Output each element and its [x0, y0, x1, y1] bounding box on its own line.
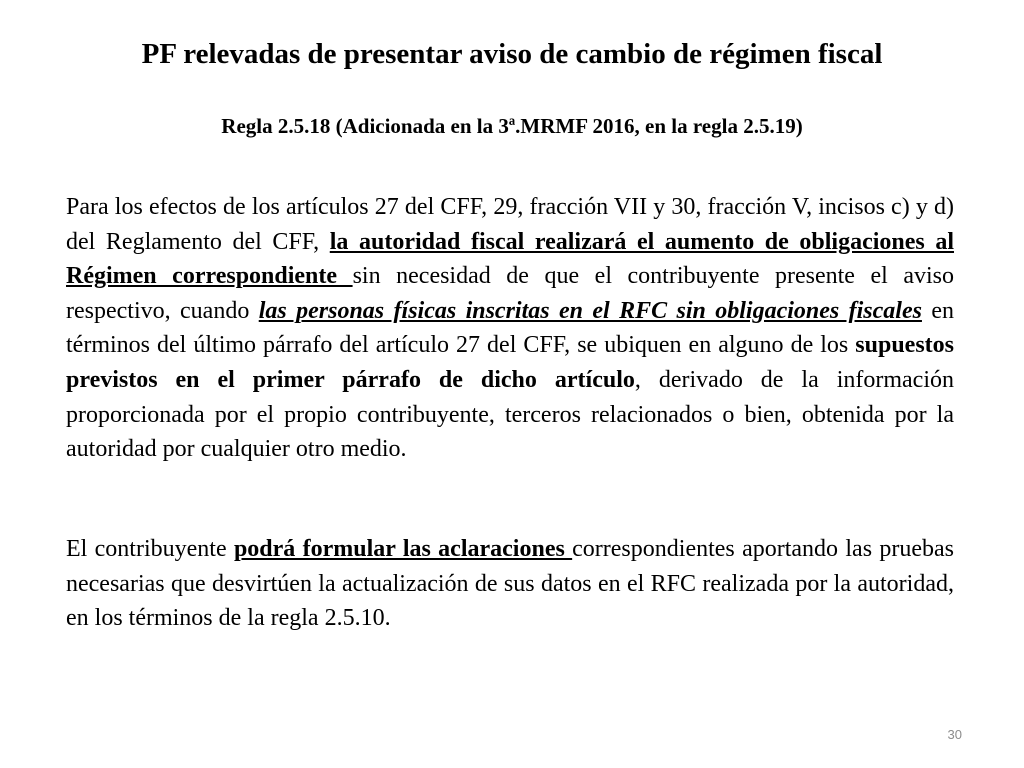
paragraph-one-text-3: en términos del último párrafo del artículo 27 del CFF, se ubiquen en alguno de los: [66, 297, 954, 359]
paragraph-one-text-2: sin necesidad de que el contribuyente presente el aviso respectivo, cuando: [66, 263, 955, 324]
paragraph-two-text-1: El contribuyente: [66, 536, 234, 562]
page-number: 30: [947, 727, 962, 742]
paragraph-one: [66, 190, 954, 467]
paragraph-two-text-2: correspondientes aportando las pruebas necesarias que desvirtúen la actualización de sus datos en el RFC realizada por la autoridad, en los términos de la regla 2.5.10.: [66, 536, 955, 632]
slide-title: PF relevadas de presentar aviso de cambio de régimen fiscal: [141, 38, 883, 70]
paragraph-one-emphasis-persons: las personas físicas inscritas en el RFC sin obligaciones fiscales: [258, 297, 922, 324]
paragraph-one-emphasis-authority: la autoridad fiscal realizará el aumento de obligaciones al Régimen correspondiente: [66, 228, 954, 290]
paragraph-one-text-1: Para los efectos de los artículos 27 del CFF, 29, fracción VII y 30, fracción V, incisos c) y d) del Reglamento del CFF,: [66, 194, 954, 255]
paragraph-one-emphasis-assumptions: supuestos previstos en el primer párrafo de dicho artículo: [66, 332, 954, 393]
slide-subtitle: Regla 2.5.18 (Adicionada en la 3ª.MRMF 2016, en la regla 2.5.19): [221, 114, 803, 138]
paragraph-two: [66, 532, 954, 636]
paragraph-two-emphasis-clarifications: podrá formular las aclaraciones: [233, 536, 573, 562]
paragraph-one-text-4: , derivado de la información proporcionada por el propio contribuyente, terceros relacionados o bien, obtenida por la autoridad por cualquier otro medio.: [66, 366, 954, 463]
